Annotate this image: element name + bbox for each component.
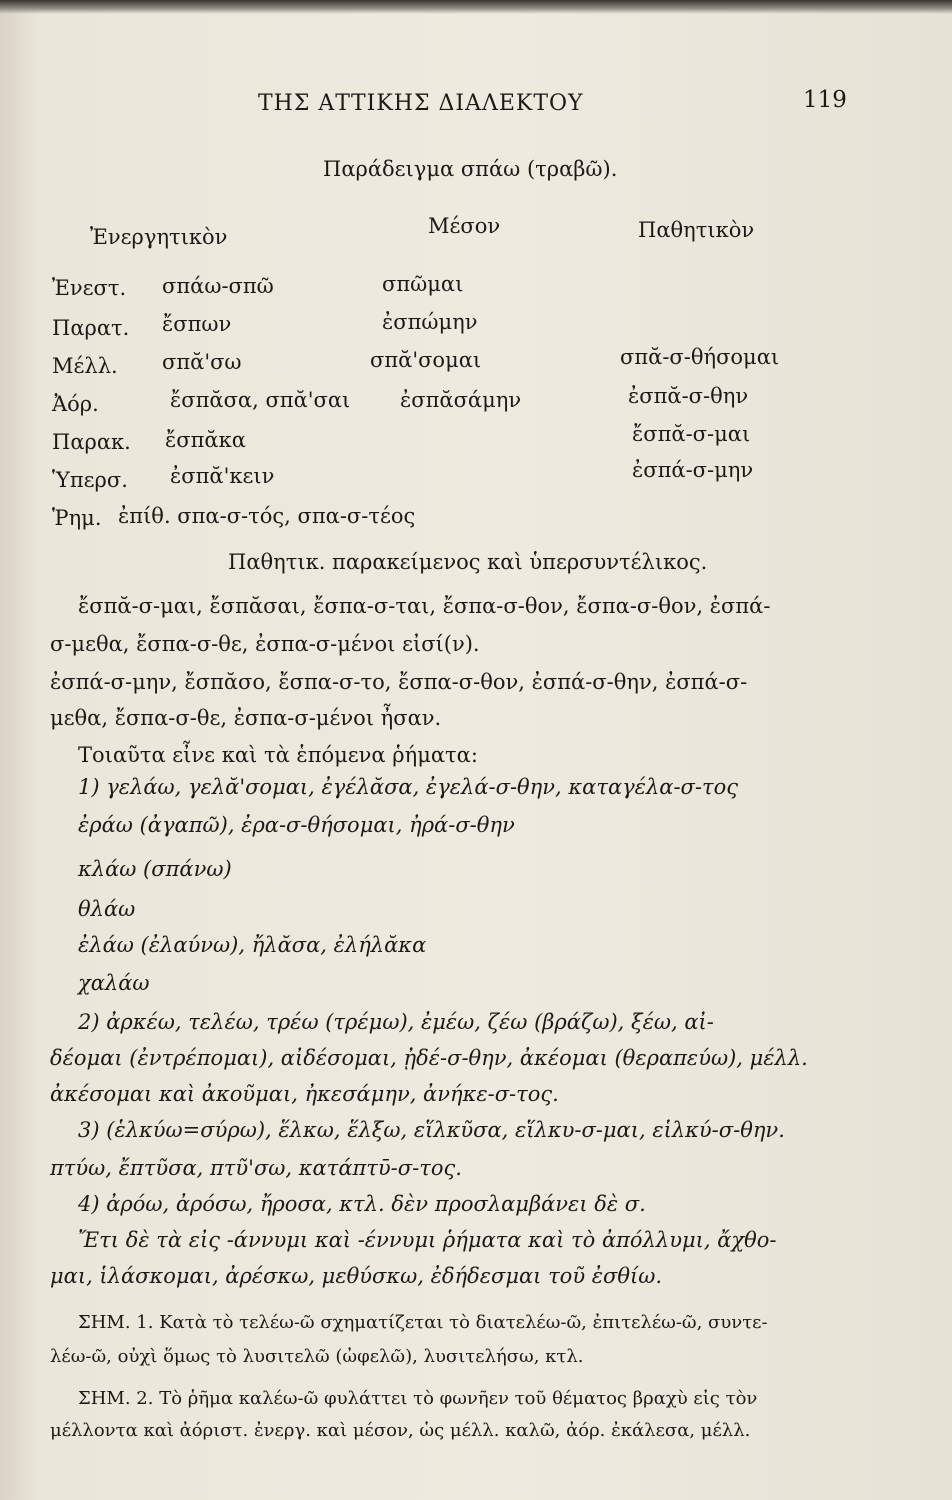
tense-active: σπάω-σπῶ [162,274,274,298]
note-line: ΣΗΜ. 1. Κατὰ τὸ τελέω-ῶ σχηματίζεται τὸ διατελέω-ῶ, ἐπιτελέω-ῶ, συντε- [78,1312,768,1333]
body-line: 1) γελάω, γελᾰ'σομαι, ἐγέλᾰσα, ἐγελά-σ-θην, καταγέλα-σ-τος [78,775,738,799]
tense-passive: σπᾰ-σ-θήσομαι [620,345,780,369]
note-line: ΣΗΜ. 2. Τὸ ῥῆμα καλέω-ῶ φυλάττει τὸ φωνῆεν τοῦ θέματος βραχὺ εἰς τὸν [78,1388,758,1409]
tense-passive: ἐσπά-σ-μην [632,458,754,482]
tense-label: Ῥημ. [52,506,102,530]
note-line: μέλλοντα καὶ ἀόριστ. ἐνεργ. καὶ μέσον, ὡς μέλλ. καλῶ, ἀόρ. ἐκάλεσα, μέλλ. [50,1420,751,1441]
column-header-passive: Παθητικὸν [638,218,755,242]
column-header-active: Ἐνεργητικὸν [90,225,228,249]
tense-label: Ἀόρ. [52,392,99,416]
passive-line: σ-μεθα, ἔσπα-σ-θε, ἐσπα-σ-μένοι εἰσί(ν). [50,632,480,656]
tense-active: σπᾰ'σω [162,350,242,374]
tense-active: ἔσπᾰσα, σπᾰ'σαι [170,388,351,412]
tense-label: Μέλλ. [52,354,118,378]
page-number: 119 [803,87,847,113]
body-line: 2) ἀρκέω, τελέω, τρέω (τρέμω), ἐμέω, ζέω (βράζω), ξέω, αἰ- [78,1010,714,1034]
tense-passive: ἔσπᾰ-σ-μαι [632,422,751,446]
tense-active: ἔσπων [162,312,232,336]
tense-label: Παρατ. [52,316,130,340]
tense-middle: σπᾰ'σομαι [370,348,482,372]
tense-label: Ἐνεστ. [52,276,127,300]
tense-active: ἐπίθ. σπα-σ-τός, σπα-σ-τέος [118,504,416,528]
paradigm-title: Παράδειγμα σπάω (τραβῶ). [323,157,618,181]
body-line: θλάω [78,897,136,921]
passive-section-heading: Παθητικ. παρακείμενος καὶ ὑπερσυντέλικος. [228,550,708,574]
body-line: ἐράω (ἀγαπῶ), ἐρα-σ-θήσομαι, ἠρά-σ-θην [78,813,515,837]
body-line: Ἔτι δὲ τὰ εἰς -άννυμι καὶ -έννυμι ῥήματα καὶ τὸ ἀπόλλυμι, ἄχθο- [78,1228,777,1252]
body-line: πτύω, ἔπτῦσα, πτῦ'σω, κατάπτῡ-σ-τος. [50,1156,462,1180]
tense-active: ἔσπᾰκα [165,428,246,452]
note-line: λέω-ῶ, οὐχὶ ὅμως τὸ λυσιτελῶ (ὠφελῶ), λυσιτελήσω, κτλ. [50,1346,584,1367]
body-line: χαλάω [78,971,150,995]
running-header: ΤΗΣ ΑΤΤΙΚΗΣ ΔΙΑΛΕΚΤΟΥ [258,91,584,116]
passive-line: ἔσπᾰ-σ-μαι, ἔσπᾰσαι, ἔσπα-σ-ται, ἔσπα-σ-θον, ἔσπα-σ-θον, ἐσπά- [78,594,771,618]
body-line: δέομαι (ἐντρέπομαι), αἰδέσομαι, ᾐδέ-σ-θην, ἀκέομαι (θεραπεύω), μέλλ. [50,1046,808,1070]
column-header-middle: Μέσον [428,214,501,238]
page-top-shadow [0,0,952,14]
body-line: 4) ἀρόω, ἀρόσω, ἤροσα, κτλ. δὲν προσλαμβάνει δὲ σ. [78,1192,646,1216]
tense-middle: ἐσπᾰσάμην [400,388,522,412]
body-line: Τοιαῦτα εἶνε καὶ τὰ ἑπόμενα ῥήματα: [78,743,478,767]
tense-label: Ὑπερσ. [52,468,128,492]
body-line: κλάω (σπάνω) [78,857,232,881]
passive-line: μεθα, ἔσπα-σ-θε, ἐσπα-σ-μένοι ἦσαν. [50,706,442,730]
passive-line: ἐσπά-σ-μην, ἔσπᾰσο, ἔσπα-σ-το, ἔσπα-σ-θον, ἐσπά-σ-θην, ἐσπά-σ- [50,670,748,694]
body-line: μαι, ἱλάσκομαι, ἀρέσκω, μεθύσκω, ἐδήδεσμαι τοῦ ἐσθίω. [50,1264,663,1288]
tense-passive: ἐσπᾰ-σ-θην [628,384,749,408]
tense-middle: σπῶμαι [382,272,464,296]
tense-label: Παρακ. [52,430,131,454]
body-line: ἀκέσομαι καὶ ἀκοῦμαι, ἠκεσάμην, ἀνήκε-σ-τος. [50,1082,559,1106]
tense-active: ἐσπᾰ'κειν [170,464,275,488]
body-line: ἐλάω (ἐλαύνω), ἤλᾰσα, ἐλήλᾰκα [78,933,427,957]
body-line: 3) (ἑλκύω=σύρω), ἕλκω, ἕλξω, εἵλκῦσα, εἵλκυ-σ-μαι, εἱλκύ-σ-θην. [78,1118,785,1142]
tense-middle: ἐσπώμην [382,310,478,334]
